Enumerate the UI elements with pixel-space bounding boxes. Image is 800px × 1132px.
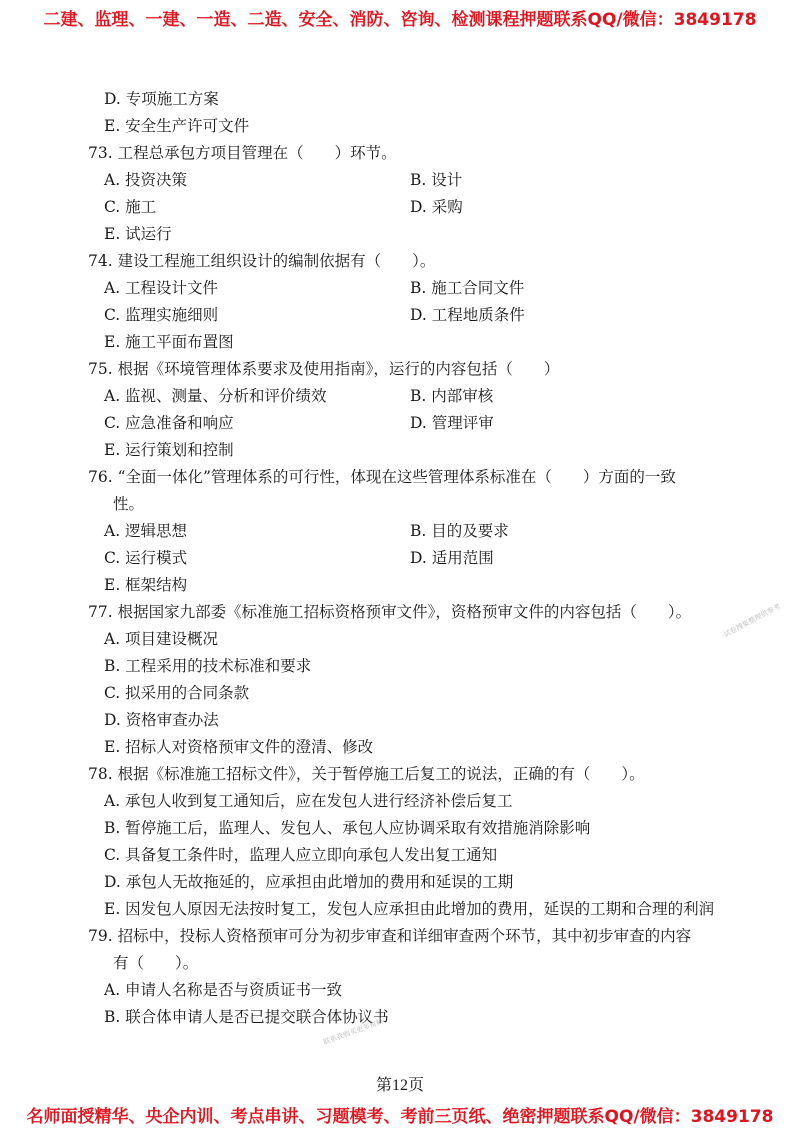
q78-option-c: C. 具备复工条件时，监理人应立即向承包人发出复工通知 — [104, 846, 498, 864]
q75-option-a: A. 监视、测量、分析和评价绩效 — [104, 387, 327, 405]
watermark-stamp: ·试卷搜集整理供参考 — [720, 602, 782, 640]
q77-option-b: B. 工程采用的技术标准和要求 — [104, 657, 312, 675]
q78-option-e: E. 因发包人原因无法按时复工，发包人应承担由此增加的费用，延误的工期和合理的利润 — [104, 900, 715, 918]
q78-option-a: A. 承包人收到复工通知后，应在发包人进行经济补偿后复工 — [104, 792, 513, 810]
q76-option-b: B. 目的及要求 — [410, 522, 509, 540]
q74-stem: 74. 建设工程施工组织设计的编制依据有（ ）。 — [88, 252, 436, 270]
q76-option-c: C. 运行模式 — [104, 549, 188, 567]
q77-stem: 77. 根据国家九部委《标准施工招标资格预审文件》，资格预审文件的内容包括（ ）。 — [88, 603, 692, 621]
q73-option-c: C. 施工 — [104, 198, 157, 216]
watermark-stamp: 联系我购买更多资料 — [322, 1017, 385, 1047]
prev-option-e: E. 安全生产许可文件 — [104, 117, 250, 135]
header-banner: 二建、监理、一建、一造、二造、安全、消防、咨询、检测课程押题联系QQ/微信：3849178 — [43, 10, 757, 30]
q73-option-e: E. 试运行 — [104, 225, 172, 243]
q78-option-d: D. 承包人无故拖延的，应承担由此增加的费用和延误的工期 — [104, 873, 514, 891]
q77-option-c: C. 拟采用的合同条款 — [104, 684, 250, 702]
q74-option-d: D. 工程地质条件 — [410, 306, 525, 324]
q79-option-b: B. 联合体申请人是否已提交联合体协议书 — [104, 1008, 389, 1026]
q73-option-b: B. 设计 — [410, 171, 463, 189]
prev-option-d: D. 专项施工方案 — [104, 90, 219, 108]
q79-stem-continued: 有（ ）。 — [113, 954, 199, 972]
q76-stem: 76. “全面一体化”管理体系的可行性，体现在这些管理体系标准在（ ）方面的一致 — [88, 468, 676, 486]
q78-option-b: B. 暂停施工后，监理人、发包人、承包人应协调采取有效措施消除影响 — [104, 819, 591, 837]
q79-stem: 79. 招标中，投标人资格预审可分为初步审查和详细审查两个环节，其中初步审查的内容 — [88, 927, 692, 945]
q77-option-a: A. 项目建设概况 — [104, 630, 219, 648]
q73-option-a: A. 投资决策 — [104, 171, 188, 189]
q73-stem: 73. 工程总承包方项目管理在（ ）环节。 — [88, 144, 397, 162]
q75-option-b: B. 内部审核 — [410, 387, 494, 405]
page-number: 第12页 — [375, 1077, 424, 1094]
q75-option-e: E. 运行策划和控制 — [104, 441, 234, 459]
q77-option-e: E. 招标人对资格预审文件的澄清、修改 — [104, 738, 374, 756]
q79-option-a: A. 申请人名称是否与资质证书一致 — [104, 981, 343, 999]
q73-option-d: D. 采购 — [410, 198, 463, 216]
q75-option-d: D. 管理评审 — [410, 414, 494, 432]
q76-option-d: D. 适用范围 — [410, 549, 494, 567]
q74-option-a: A. 工程设计文件 — [104, 279, 219, 297]
q76-stem-continued: 性。 — [113, 495, 145, 513]
q74-option-c: C. 监理实施细则 — [104, 306, 219, 324]
q76-option-e: E. 框架结构 — [104, 576, 188, 594]
q74-option-b: B. 施工合同文件 — [410, 279, 525, 297]
q77-option-d: D. 资格审查办法 — [104, 711, 219, 729]
footer-banner: 名师面授精华、央企内训、考点串讲、习题模考、考前三页纸、绝密押题联系QQ/微信：3849178 — [26, 1107, 774, 1127]
q76-option-a: A. 逻辑思想 — [104, 522, 188, 540]
q74-option-e: E. 施工平面布置图 — [104, 333, 234, 351]
q75-option-c: C. 应急准备和响应 — [104, 414, 234, 432]
q78-stem: 78. 根据《标准施工招标文件》，关于暂停施工后复工的说法，正确的有（ ）。 — [88, 765, 645, 783]
q75-stem: 75. 根据《环境管理体系要求及使用指南》，运行的内容包括（ ） — [88, 360, 560, 378]
